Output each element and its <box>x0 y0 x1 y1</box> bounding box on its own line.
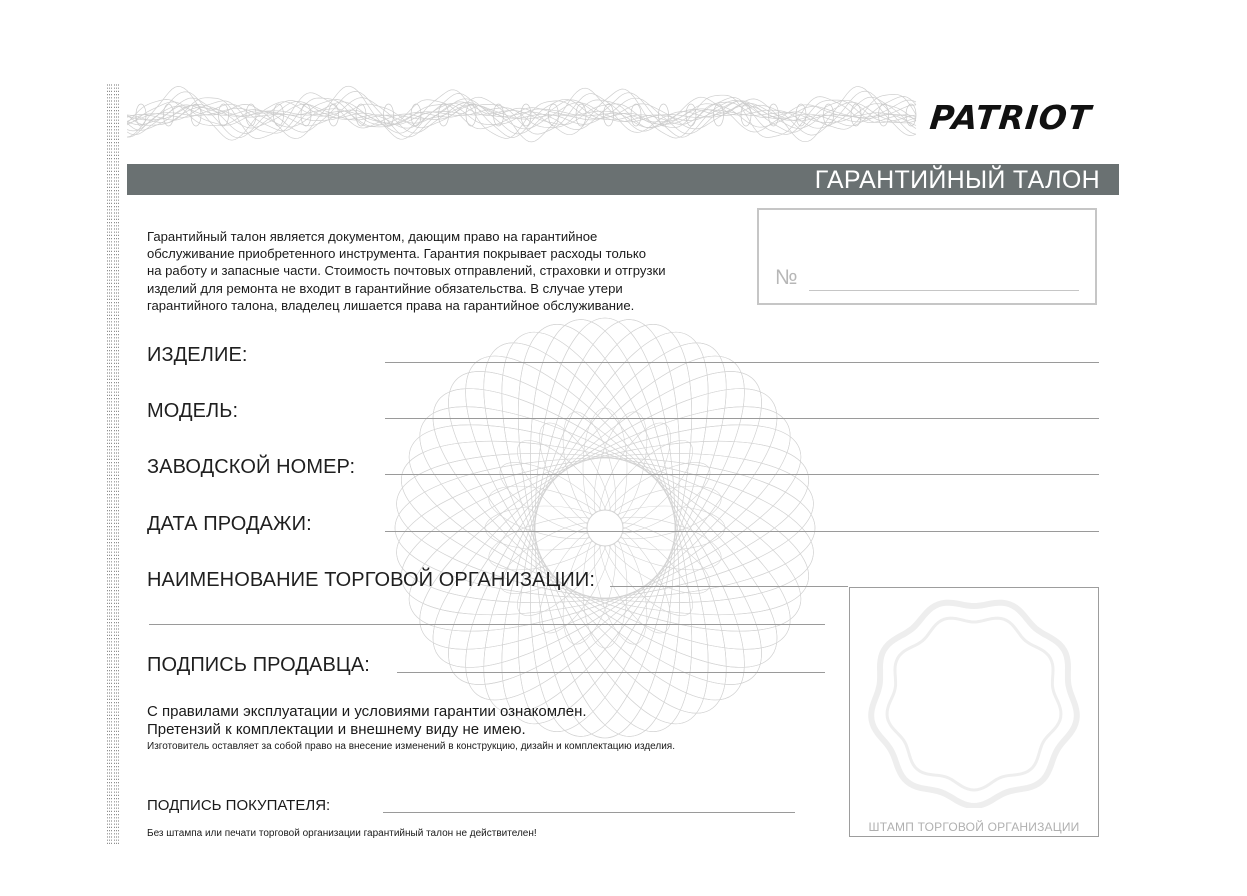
seller-signature-field[interactable] <box>397 672 825 673</box>
product-field[interactable] <box>385 362 1099 363</box>
sale-date-label: ДАТА ПРОДАЖИ: <box>147 513 312 535</box>
number-sign-label: № <box>775 266 798 289</box>
agreement-line-2: Претензий к комплектации и внешнему виду не имею. <box>147 721 526 738</box>
guilloche-border-pattern <box>127 74 917 156</box>
serial-number-field[interactable] <box>385 474 1099 475</box>
serial-number-label: ЗАВОДСКОЙ НОМЕР: <box>147 456 356 478</box>
model-label: МОДЕЛЬ: <box>147 400 239 422</box>
buyer-signature-label: ПОДПИСЬ ПОКУПАТЕЛЯ: <box>147 797 331 814</box>
rosette-watermark <box>345 298 865 818</box>
footer-note: Без штампа или печати торговой организации гарантийный талон не действителен! <box>147 828 537 839</box>
stamp-caption: ШТАМП ТОРГОВОЙ ОРГАНИЗАЦИИ <box>868 820 1080 834</box>
stamp-seal-outline <box>868 596 1080 808</box>
buyer-signature-field[interactable] <box>383 812 795 813</box>
warranty-number-field[interactable] <box>809 290 1079 291</box>
sale-date-field[interactable] <box>385 531 1099 532</box>
agreement-line-1: С правилами эксплуатации и условиями гарантии ознакомлен. <box>147 703 587 720</box>
seller-signature-label: ПОДПИСЬ ПРОДАВЦА: <box>147 654 370 676</box>
stamp-box[interactable] <box>849 587 1099 837</box>
brand-logo: PATRIOT <box>928 98 1094 137</box>
store-field[interactable] <box>610 586 848 587</box>
security-microtext-strip <box>106 84 120 846</box>
model-field[interactable] <box>385 418 1099 419</box>
store-label: НАИМЕНОВАНИЕ ТОРГОВОЙ ОРГАНИЗАЦИИ: <box>147 569 595 591</box>
store-field-continuation[interactable] <box>149 624 825 625</box>
intro-paragraph: Гарантийный талон является документом, дающим право на гарантийное обслуживание приобретенного инструмента. Гарантия покрывает расходы только на работу и запасные части. Стоимость почтовых отправлений, страховки и отгрузки изделий для ремонта не входит в гарантийние обязательства. В случае утери гарантийного талона, владелец лишается права на гарантийное обслуживание. <box>147 229 666 313</box>
product-label: ИЗДЕЛИЕ: <box>147 344 248 366</box>
page-title: ГАРАНТИЙНЫЙ ТАЛОН <box>814 166 1100 194</box>
title-bar <box>127 164 1119 195</box>
manufacturer-disclaimer: Изготовитель оставляет за собой право на внесение изменений в конструкцию, дизайн и комплектацию изделия. <box>147 741 675 752</box>
warranty-number-box <box>757 208 1097 305</box>
